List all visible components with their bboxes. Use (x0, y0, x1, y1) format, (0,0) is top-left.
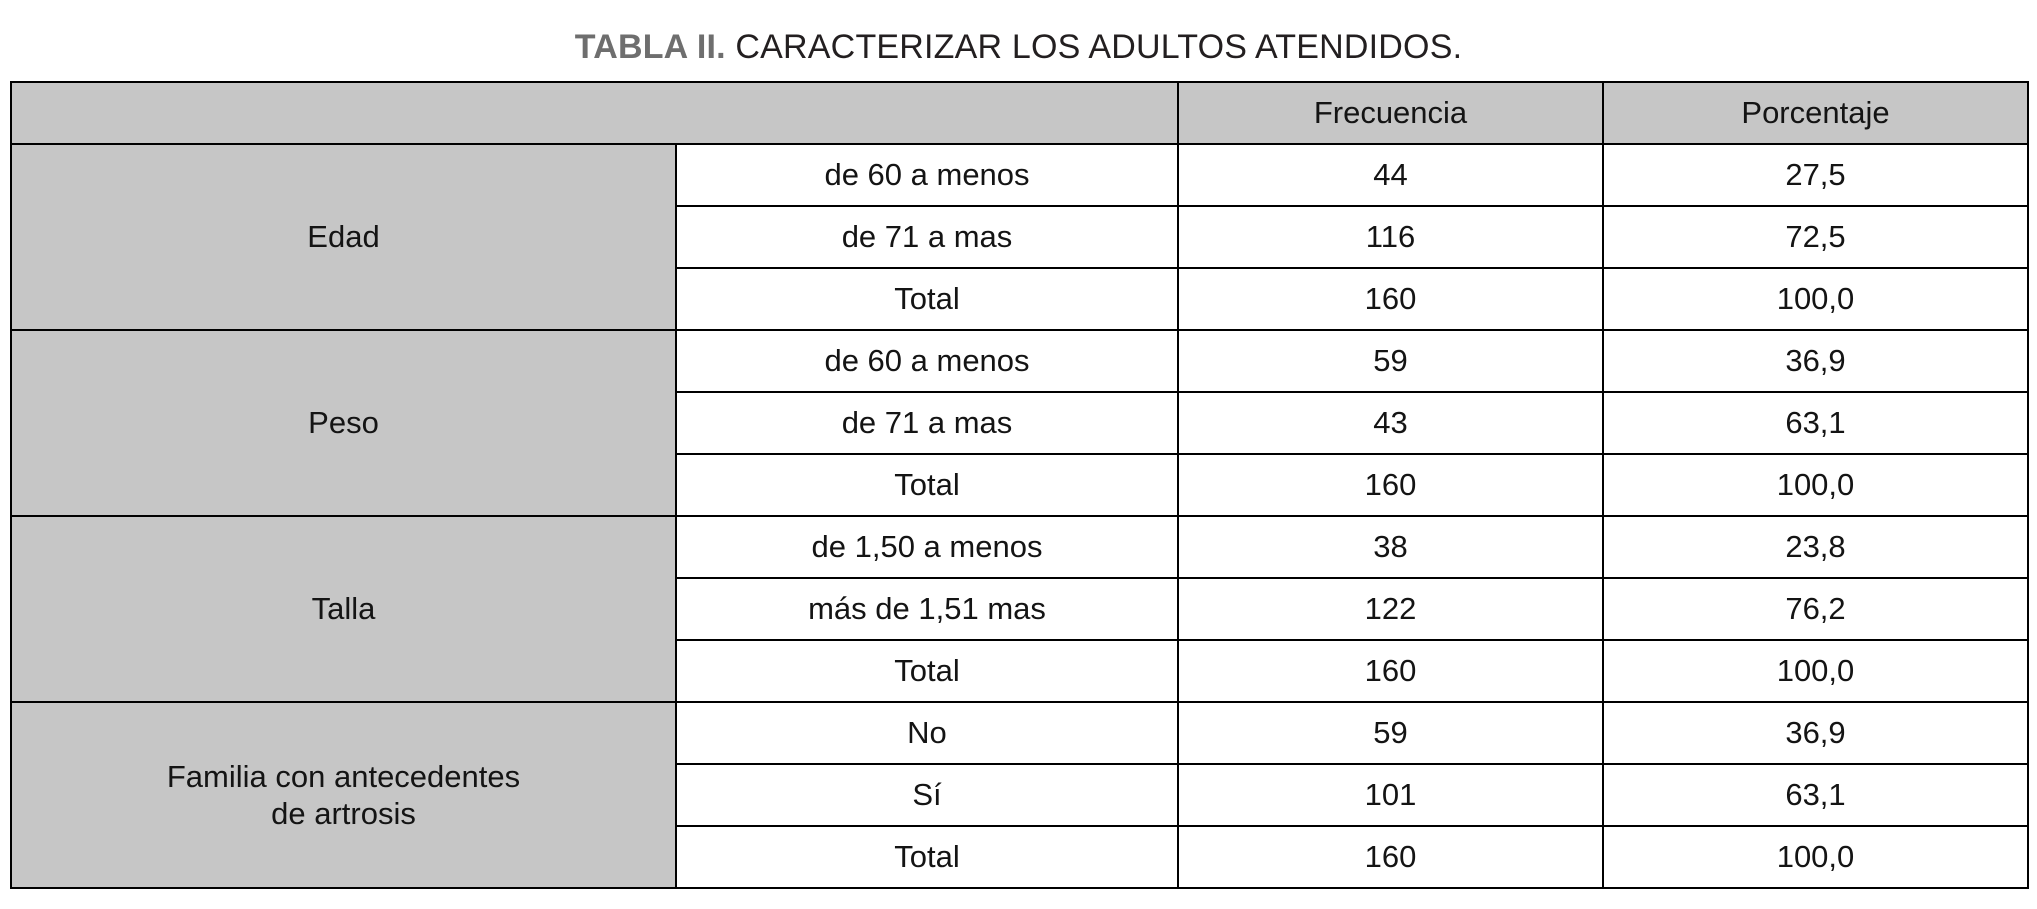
porcentaje-cell: 100,0 (1603, 454, 2028, 516)
porcentaje-cell: 100,0 (1603, 826, 2028, 888)
header-blank (11, 82, 1178, 144)
category-cell: Total (676, 826, 1178, 888)
porcentaje-cell: 100,0 (1603, 268, 2028, 330)
table-row (11, 702, 2028, 764)
frecuencia-cell: 160 (1178, 640, 1603, 702)
characterization-table (10, 81, 2029, 889)
category-cell: Total (676, 640, 1178, 702)
category-cell: de 1,50 a menos (676, 516, 1178, 578)
table-caption: CARACTERIZAR LOS ADULTOS ATENDIDOS. (735, 28, 1463, 66)
frecuencia-cell: 160 (1178, 268, 1603, 330)
table-row (11, 516, 2028, 578)
frecuencia-cell: 101 (1178, 764, 1603, 826)
category-cell: de 60 a menos (676, 330, 1178, 392)
frecuencia-cell: 43 (1178, 392, 1603, 454)
table-container (0, 81, 2037, 889)
frecuencia-cell: 122 (1178, 578, 1603, 640)
category-cell: de 71 a mas (676, 392, 1178, 454)
category-cell: No (676, 702, 1178, 764)
table-label: TABLA II. (574, 28, 726, 66)
header-row (11, 82, 2028, 144)
frecuencia-cell: 38 (1178, 516, 1603, 578)
table-row (11, 144, 2028, 206)
porcentaje-cell: 72,5 (1603, 206, 2028, 268)
table-header (11, 82, 2028, 144)
category-cell: Total (676, 454, 1178, 516)
frecuencia-cell: 59 (1178, 330, 1603, 392)
group-label-edad: Edad (11, 144, 676, 330)
porcentaje-cell: 23,8 (1603, 516, 2028, 578)
porcentaje-cell: 27,5 (1603, 144, 2028, 206)
porcentaje-cell: 76,2 (1603, 578, 2028, 640)
porcentaje-cell: 36,9 (1603, 330, 2028, 392)
table-row (11, 330, 2028, 392)
header-porcentaje: Porcentaje (1603, 82, 2028, 144)
group-label-talla: Talla (11, 516, 676, 702)
frecuencia-cell: 116 (1178, 206, 1603, 268)
porcentaje-cell: 36,9 (1603, 702, 2028, 764)
frecuencia-cell: 160 (1178, 826, 1603, 888)
category-cell: de 71 a mas (676, 206, 1178, 268)
frecuencia-cell: 44 (1178, 144, 1603, 206)
porcentaje-cell: 100,0 (1603, 640, 2028, 702)
category-cell: Total (676, 268, 1178, 330)
category-cell: de 60 a menos (676, 144, 1178, 206)
group-label-familia-antecedentes: Familia con antecedentes de artrosis (11, 702, 676, 888)
frecuencia-cell: 160 (1178, 454, 1603, 516)
page-title (0, 0, 2037, 81)
header-frecuencia: Frecuencia (1178, 82, 1603, 144)
category-cell: Sí (676, 764, 1178, 826)
porcentaje-cell: 63,1 (1603, 392, 2028, 454)
category-cell: más de 1,51 mas (676, 578, 1178, 640)
frecuencia-cell: 59 (1178, 702, 1603, 764)
porcentaje-cell: 63,1 (1603, 764, 2028, 826)
table-body (11, 144, 2028, 888)
group-label-peso: Peso (11, 330, 676, 516)
